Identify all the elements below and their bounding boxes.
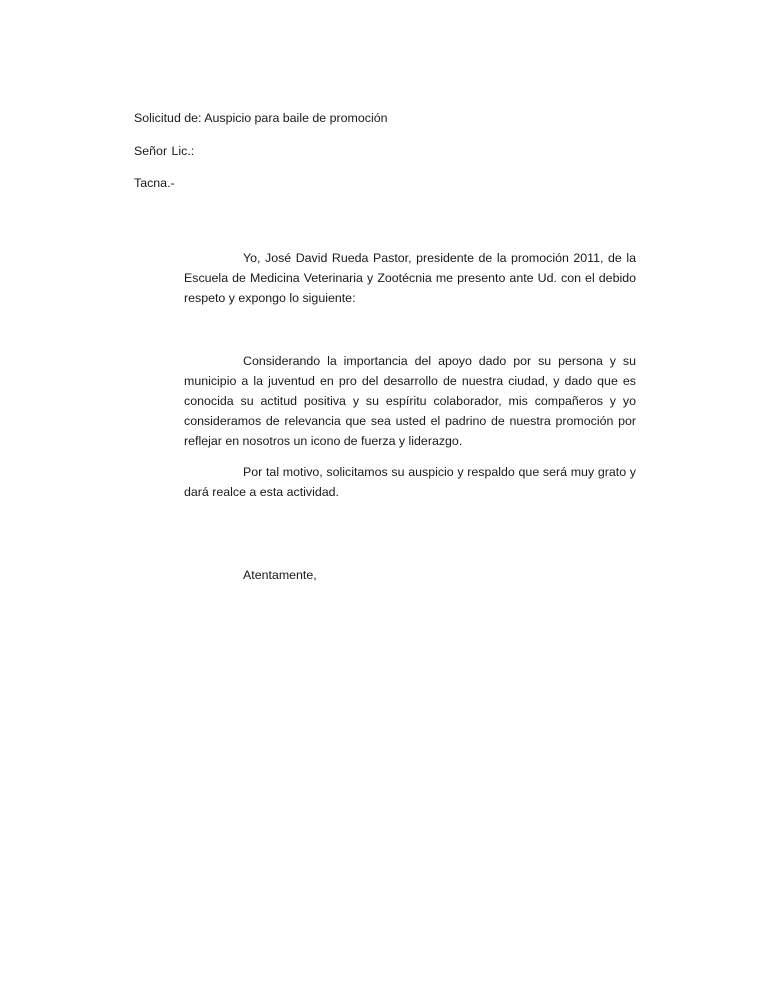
- body-paragraph-intro: Yo, José David Rueda Pastor, presidente de la promoción 2011, de la Escuela de Medicina Veterinaria y Zootécnia me presento ante Ud. con el debido respeto y expongo lo siguiente:: [184, 251, 636, 306]
- letter-subject: Solicitud de: Auspicio para baile de promoción: [134, 111, 388, 125]
- letter-salutation: Señor Lic.:: [134, 144, 195, 158]
- letter-city: Tacna.-: [134, 176, 175, 190]
- letter-closing: Atentamente,: [243, 568, 317, 582]
- body-paragraph-reasons: Considerando la importancia del apoyo dado por su persona y su municipio a la juventud en pro del desarrollo de nuestra ciudad, y dado que es conocida su actitud positiva y su espíritu colaborador, mis compañeros y yo consideramos de relevancia que sea usted el padrino de nuestra promoción por reflejar en nosotros un icono de fuerza y liderazgo.: [184, 354, 636, 449]
- body-paragraph-request: Por tal motivo, solicitamos su auspicio y respaldo que será muy grato y dará realce a esta actividad.: [184, 465, 636, 500]
